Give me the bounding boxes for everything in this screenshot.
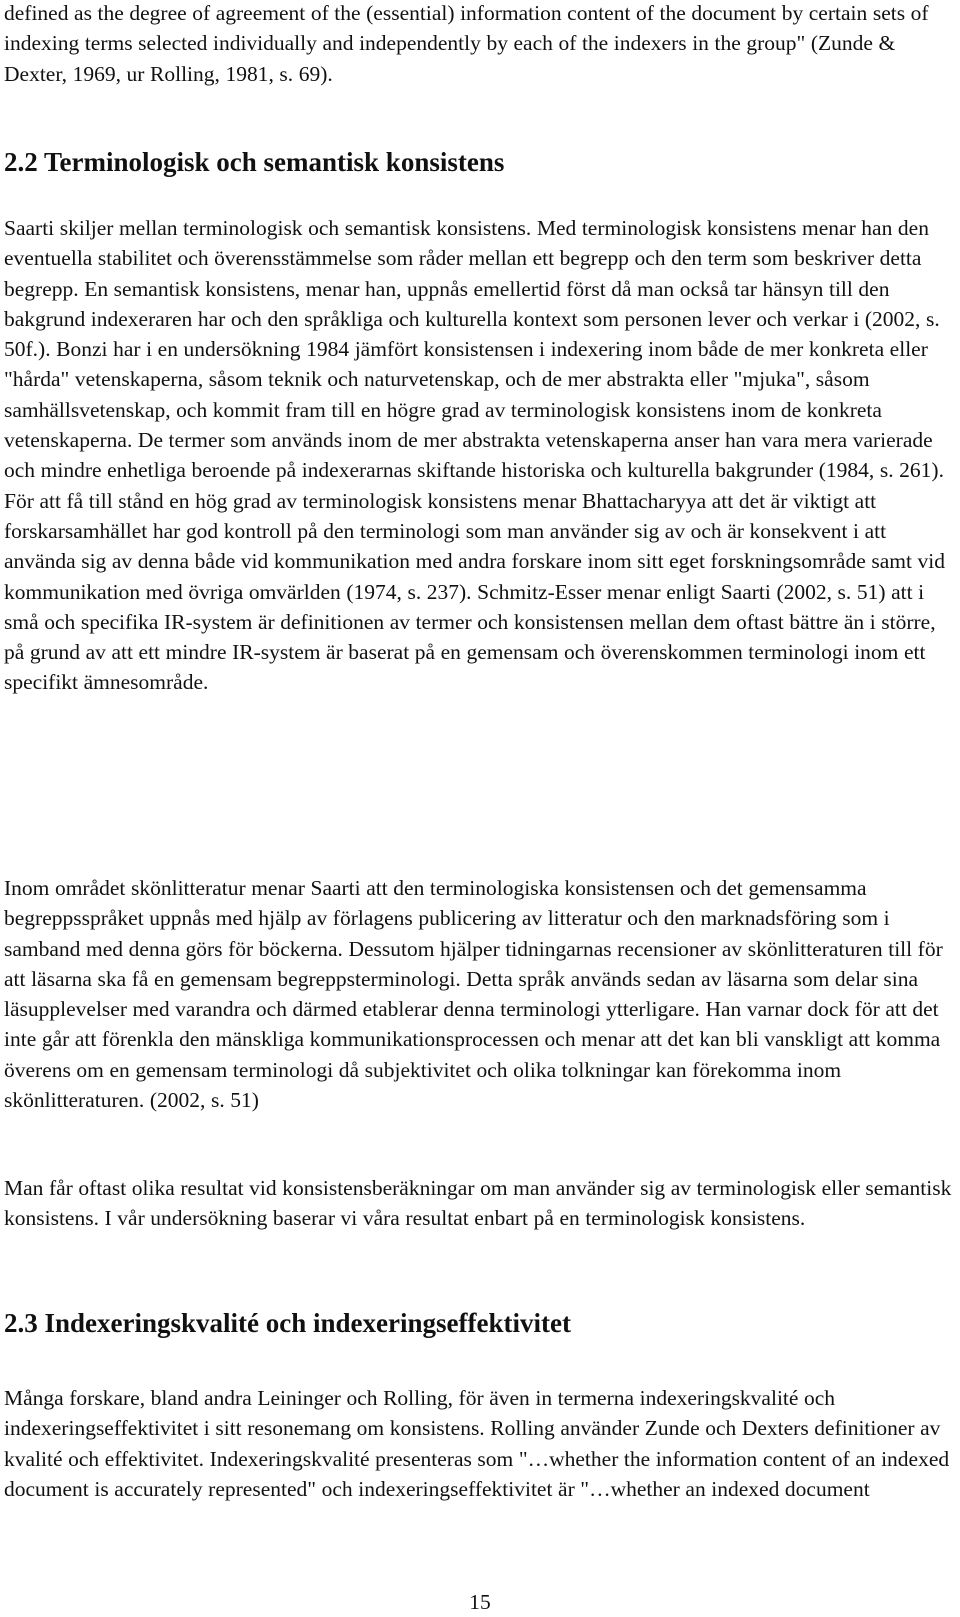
paragraph-quality-efficiency: Många forskare, bland andra Leininger och Rolling, för även in termerna indexeringskvalité och indexeringseffektivitet i sitt resonemang om konsistens. Rolling använder Zunde och Dexters definitioner av kvalité och effektivitet. Indexeringskvalité presenteras som "…whether the information content of an indexed document is accurately represented" och indexeringseffektivitet är "…whether an indexed document: [4, 1386, 950, 1501]
paragraph-fiction: Inom området skönlitteratur menar Saarti att den terminologiska konsistensen och det gemensamma begreppsspråket uppnås med hjälp av förlagens publicering av litteratur och den marknadsföring som i samband med denna görs för böckerna. Dessutom hjälper tidningarnas recensioner av skönlitteraturen till för att läsarna ska få en gemensam begreppsterminologi. Detta språk används sedan av läsarna som delar sina läsupplevelser med varandra och därmed etablerar denna terminologi ytterligare. Han varnar dock för att det inte går att förenkla den mänskliga kommunikationsprocessen och menar att det kan bli vanskligt att komma överens om en gemensam terminologi då subjektivitet och olika tolkningar kan förekomma inom skönlitteraturen. (2002, s. 51): [4, 876, 943, 1113]
paragraph-results: Man får oftast olika resultat vid konsistensberäkningar om man använder sig av terminologisk eller semantisk konsistens. I vår undersökning baserar vi våra resultat enbart på en terminologisk konsistens.: [4, 1176, 952, 1231]
page-number: 15: [469, 1590, 491, 1614]
paragraph-terminological-semantic: Saarti skiljer mellan terminologisk och semantisk konsistens. Med terminologisk konsistens menar han den eventuella stabilitet och överensstämmelse som råder mellan ett begrepp och den term som beskriver detta begrepp. En semantisk konsistens, menar han, uppnås emellertid först då man också tar hänsyn till den bakgrund indexeraren har och den språkliga och kulturella kontext som personen lever och verkar i (2002, s. 50f.). Bonzi har i en undersökning 1984 jämfört konsistensen i indexering inom både de mer konkreta eller "hårda" vetenskaperna, såsom teknik och naturvetenskap, och de mer abstrakta eller "mjuka", såsom samhällsvetenskap, och kommit fram till en högre grad av terminologisk konsistens inom de konkreta vetenskaperna. De termer som används inom de mer abstrakta vetenskaperna anser han vara mera varierade och mindre enhetliga beroende på indexerarnas skiftande historiska och kulturella bakgrunder (1984, s. 261). För att få till stånd en hög grad av terminologisk konsistens menar Bhattacharyya att det är viktigt att forskarsamhället har god kontroll på den terminologi som man använder sig av och är konsekvent i att använda sig av denna både vid kommunikation med andra forskare inom sitt eget forskningsområde samt vid kommunikation med övriga omvärlden (1974, s. 237). Schmitz-Esser menar enligt Saarti (2002, s. 51) att i små och specifika IR-system är definitionen av termer och konsistensen mellan dem oftast bättre än i större, på grund av att ett mindre IR-system är baserat på en gemensam och överenskommen terminologi inom ett specifikt ämnesområde.: [4, 216, 946, 695]
section-heading-2-3: 2.3 Indexeringskvalité och indexeringseffektivitet: [4, 1308, 571, 1338]
paragraph-definition-quote: defined as the degree of agreement of the (essential) information content of the document by certain sets of indexing terms selected individually and independently by each of the indexers in the group" (Zunde & Dexter, 1969, ur Rolling, 1981, s. 69).: [4, 1, 929, 86]
section-heading-2-2: 2.2 Terminologisk och semantisk konsistens: [4, 147, 505, 177]
